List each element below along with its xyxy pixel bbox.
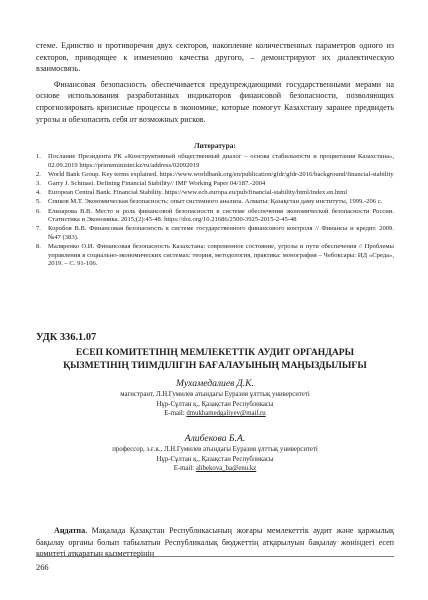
author-name: Мухамедалиев Д.К. <box>176 378 254 389</box>
reference-text: Коробов В.В. Финансовая безопасность в системе государственного финансового контроля // Финансы и кредит. 2009. №47 (383). <box>48 225 394 241</box>
reference-item <box>36 180 394 189</box>
abstract-text: Мақалада Қазақстан Республикасының жоғары мемлекеттік аудит және қаржылық бақылау органы болып табылатын Республикалық бюджеттің атқарылуын бақылау жөніндегі есеп комитеті атқаратын қызметтерінің <box>36 526 394 559</box>
article-title <box>36 347 394 372</box>
email-label: E-mail: <box>164 410 187 418</box>
author-location: Нұр-Сұлтан қ., Қазақстан Республикасы <box>156 455 274 463</box>
reference-text: Послание Президента РК «Конструктивный общественный диалог – основа стабильности и процветания Казахстана», 02.09.2019 https://primeminister.kz/ru/address/02092019 <box>48 153 394 169</box>
author-block <box>36 377 394 419</box>
author-block <box>36 432 394 474</box>
reference-item <box>36 153 394 170</box>
literature-heading: Литература: <box>194 141 236 150</box>
page-number: 266 <box>36 563 49 572</box>
reference-number: 2. <box>36 170 41 178</box>
reference-number: 6. <box>36 207 41 215</box>
body-paragraph: стеме. Единство и противоречия двух секторов, накопление количественных параметров одного из секторов, приводящее к изменению качества другого, – демонстрируют их диалектическую взаимосвязь. <box>36 41 394 74</box>
author-affiliation: магистрант, Л.Н.Гумилев атындағы Еуразия ұлттық университеті <box>120 391 310 398</box>
reference-text: Елизарова В.В. Место и роль финансовой безопасности в системе обеспечения экономической безопасности России. Статистика и Экономика. 2015;(2):45-48. https://doi.org/10.21686/2500-3925-2015-2-45-48 <box>48 207 394 224</box>
author-email-link[interactable]: dmukhamedgaliyev@mail.ru <box>186 410 266 418</box>
reference-number: 3. <box>36 179 41 187</box>
reference-item <box>36 208 394 225</box>
article-title-line: ҚЫЗМЕТІНІҢ ТИІМДІЛІГІН БАҒАЛАУЫНЫҢ МАҢЫЗДЫЛЫҒЫ <box>63 359 367 371</box>
email-label: E-mail: <box>173 465 196 473</box>
body-paragraph: Финансовая безопасность обеспечивается предупреждающими государственными мерами на основе использования разработанных индикаторов финансовой безопасности, позволяющих спрогнозировать кризисные процессы в экономике, которые помогут Казахстану заранее предвидеть угрозы и обезопасить себя от возможных рисков. <box>36 79 394 124</box>
author-email-line <box>36 409 394 419</box>
author-location: Нұр-Сұлтан қ., Қазақстан Республикасы <box>156 400 274 408</box>
reference-list <box>36 153 394 269</box>
reference-text: Спиков М.Т. Экономическая безопасность: опыт системного анализа. Алматы: Қазақстан даму институты, 1999.-206 с. <box>48 198 383 206</box>
footer-divider <box>36 556 394 557</box>
article-title-line: ЕСЕП КОМИТЕТІНІҢ МЕМЛЕКЕТТІК АУДИТ ОРГАНДАРЫ <box>75 347 355 358</box>
reference-text: Garry J. Schinasi. Defining Financial Stability// IMF Working Paper 04/187.-2004 <box>48 179 266 187</box>
reference-number: 8. <box>36 243 41 251</box>
reference-item <box>36 243 394 269</box>
reference-item <box>36 198 394 207</box>
author-email-link[interactable]: alibekova_ba@enu.kz <box>195 465 257 473</box>
reference-text: European Central Bank. Financial Stability. https://www.ecb.europa.eu/pub/financial-stability/html/index.en.html <box>48 189 348 197</box>
author-name: Алибекова Б.А. <box>184 433 246 444</box>
reference-text: World Bank Group. Key terms explained. https://www.worldbank.org/en/publication/gfdr/gfdr-2016/background/financial-stability <box>48 170 394 178</box>
reference-item <box>36 189 394 198</box>
reference-text: Маляренко О.И. Финансовая безопасность Казахстана: современное состояние, угрозы и пути обеспечения // Проблемы управления в социально-экономических системах: теория, методология, практика: монография – Чебоксары: ИД «Среда», 2019. – С. 91-106. <box>48 243 394 268</box>
reference-number: 1. <box>36 153 41 160</box>
intro-text <box>36 40 394 125</box>
author-email-line <box>36 464 394 474</box>
author-affiliation: профессор, э.ғ.к., Л.Н.Гумилев атындағы Еуразия ұлттық университеті <box>112 446 318 453</box>
udc-code: УДК 336.1.07 <box>36 332 97 343</box>
reference-number: 7. <box>36 225 41 233</box>
reference-number: 4. <box>36 189 41 197</box>
abstract <box>36 525 394 560</box>
reference-item <box>36 225 394 242</box>
reference-item <box>36 171 394 180</box>
abstract-label: Аңдатпа. <box>54 526 88 535</box>
reference-number: 5. <box>36 198 41 206</box>
